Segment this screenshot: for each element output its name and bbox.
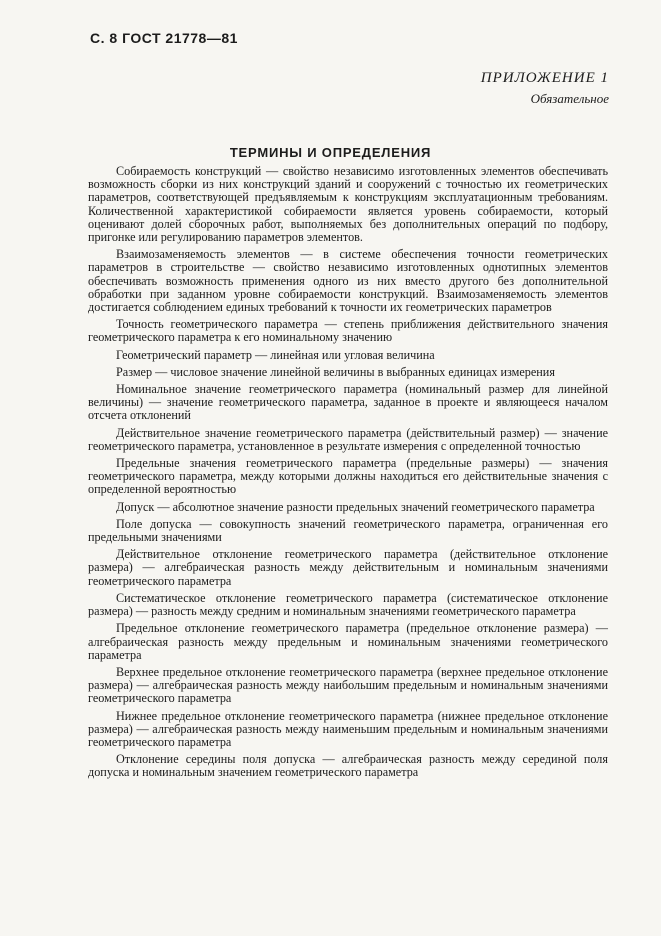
term-paragraph: Предельные значения геометрического параметра (предельные размеры) — значения геометрического параметра, между которыми должны находиться его действительные значения с определенной вероятностью — [88, 456, 608, 497]
appendix-status: Обязательное — [530, 91, 609, 106]
term-paragraph: Номинальное значение геометрического параметра (номинальный размер для линейной величины) — значение геометрического параметра, заданное в проекте и являющееся началом отсчета отклонений — [88, 382, 608, 423]
term-paragraph: Точность геометрического параметра — степень приближения действительного значения геометрического параметра к его номинальному значению — [88, 317, 608, 345]
appendix-label: ПРИЛОЖЕНИЕ 1 — [480, 70, 609, 86]
term-paragraph: Размер — числовое значение линейной величины в выбранных единицах измерения — [116, 364, 555, 379]
term-paragraph: Собираемость конструкций — свойство независимо изготовленных элементов обеспечивать возможность сборки из них конструкций зданий и сооружений с точностью их геометрических параметров, соответствующей предъявляемым к конструкциям эксплуатационным требованиям. Количественной характеристикой собираемости является уровень собираемости, который оценивают долей сборочных работ, выполняемых без дополнительных операций по подбору, пригонке или регулированию параметров элементов. — [88, 164, 608, 245]
term-paragraph: Допуск — абсолютное значение разности предельных значений геометрического параметра — [116, 499, 595, 514]
term-paragraph: Предельное отклонение геометрического параметра (предельное отклонение размера) — алгебраическая разность между предельным и номинальным значениями геометрического параметра — [88, 621, 608, 662]
term-paragraph: Действительное значение геометрического параметра (действительный размер) — значение геометрического параметра, установленное в результате измерения с определенной точностью — [88, 425, 608, 453]
term-paragraph: Взаимозаменяемость элементов — в системе обеспечения точности геометрических параметров в строительстве — свойство независимо изготовленных однотипных элементов обеспечивать возможность применения одного из них вместо другого без дополнительной обработки при заданном уровне собираемости конструкций. Взаимозаменяемость элементов достигается соблюдением единых требований к точности их геометрических параметров — [88, 247, 608, 315]
term-paragraph: Геометрический параметр — линейная или угловая величина — [116, 347, 435, 362]
section-title: ТЕРМИНЫ И ОПРЕДЕЛЕНИЯ — [229, 145, 432, 160]
appendix-block — [481, 70, 609, 107]
term-paragraph: Отклонение середины поля допуска — алгебраическая разность между серединой поля допуска и номинальным значением геометрического параметра — [88, 752, 608, 780]
term-paragraph: Систематическое отклонение геометрического параметра (систематическое отклонение размера) — разность между средним и номинальным значениями геометрического параметра — [88, 590, 608, 619]
page-header: С. 8 ГОСТ 21778—81 — [90, 30, 238, 46]
term-paragraph: Нижнее предельное отклонение геометрического параметра (нижнее предельное отклонение размера) — алгебраическая разность между наименьшим предельным и номинальным значениями геометрического параметра — [88, 708, 608, 749]
term-paragraph: Верхнее предельное отклонение геометрического параметра (верхнее предельное отклонение размера) — алгебраическая разность между наибольшим предельным и номинальным значениями геометрического параметра — [88, 664, 608, 706]
terms-body — [88, 165, 608, 784]
term-paragraph: Поле допуска — совокупность значений геометрического параметра, ограниченная его предельными значениями — [88, 516, 608, 545]
term-paragraph: Действительное отклонение геометрического параметра (действительное отклонение размера) — алгебраическая разность между действительным и номинальным значениями геометрического параметра — [88, 547, 608, 588]
